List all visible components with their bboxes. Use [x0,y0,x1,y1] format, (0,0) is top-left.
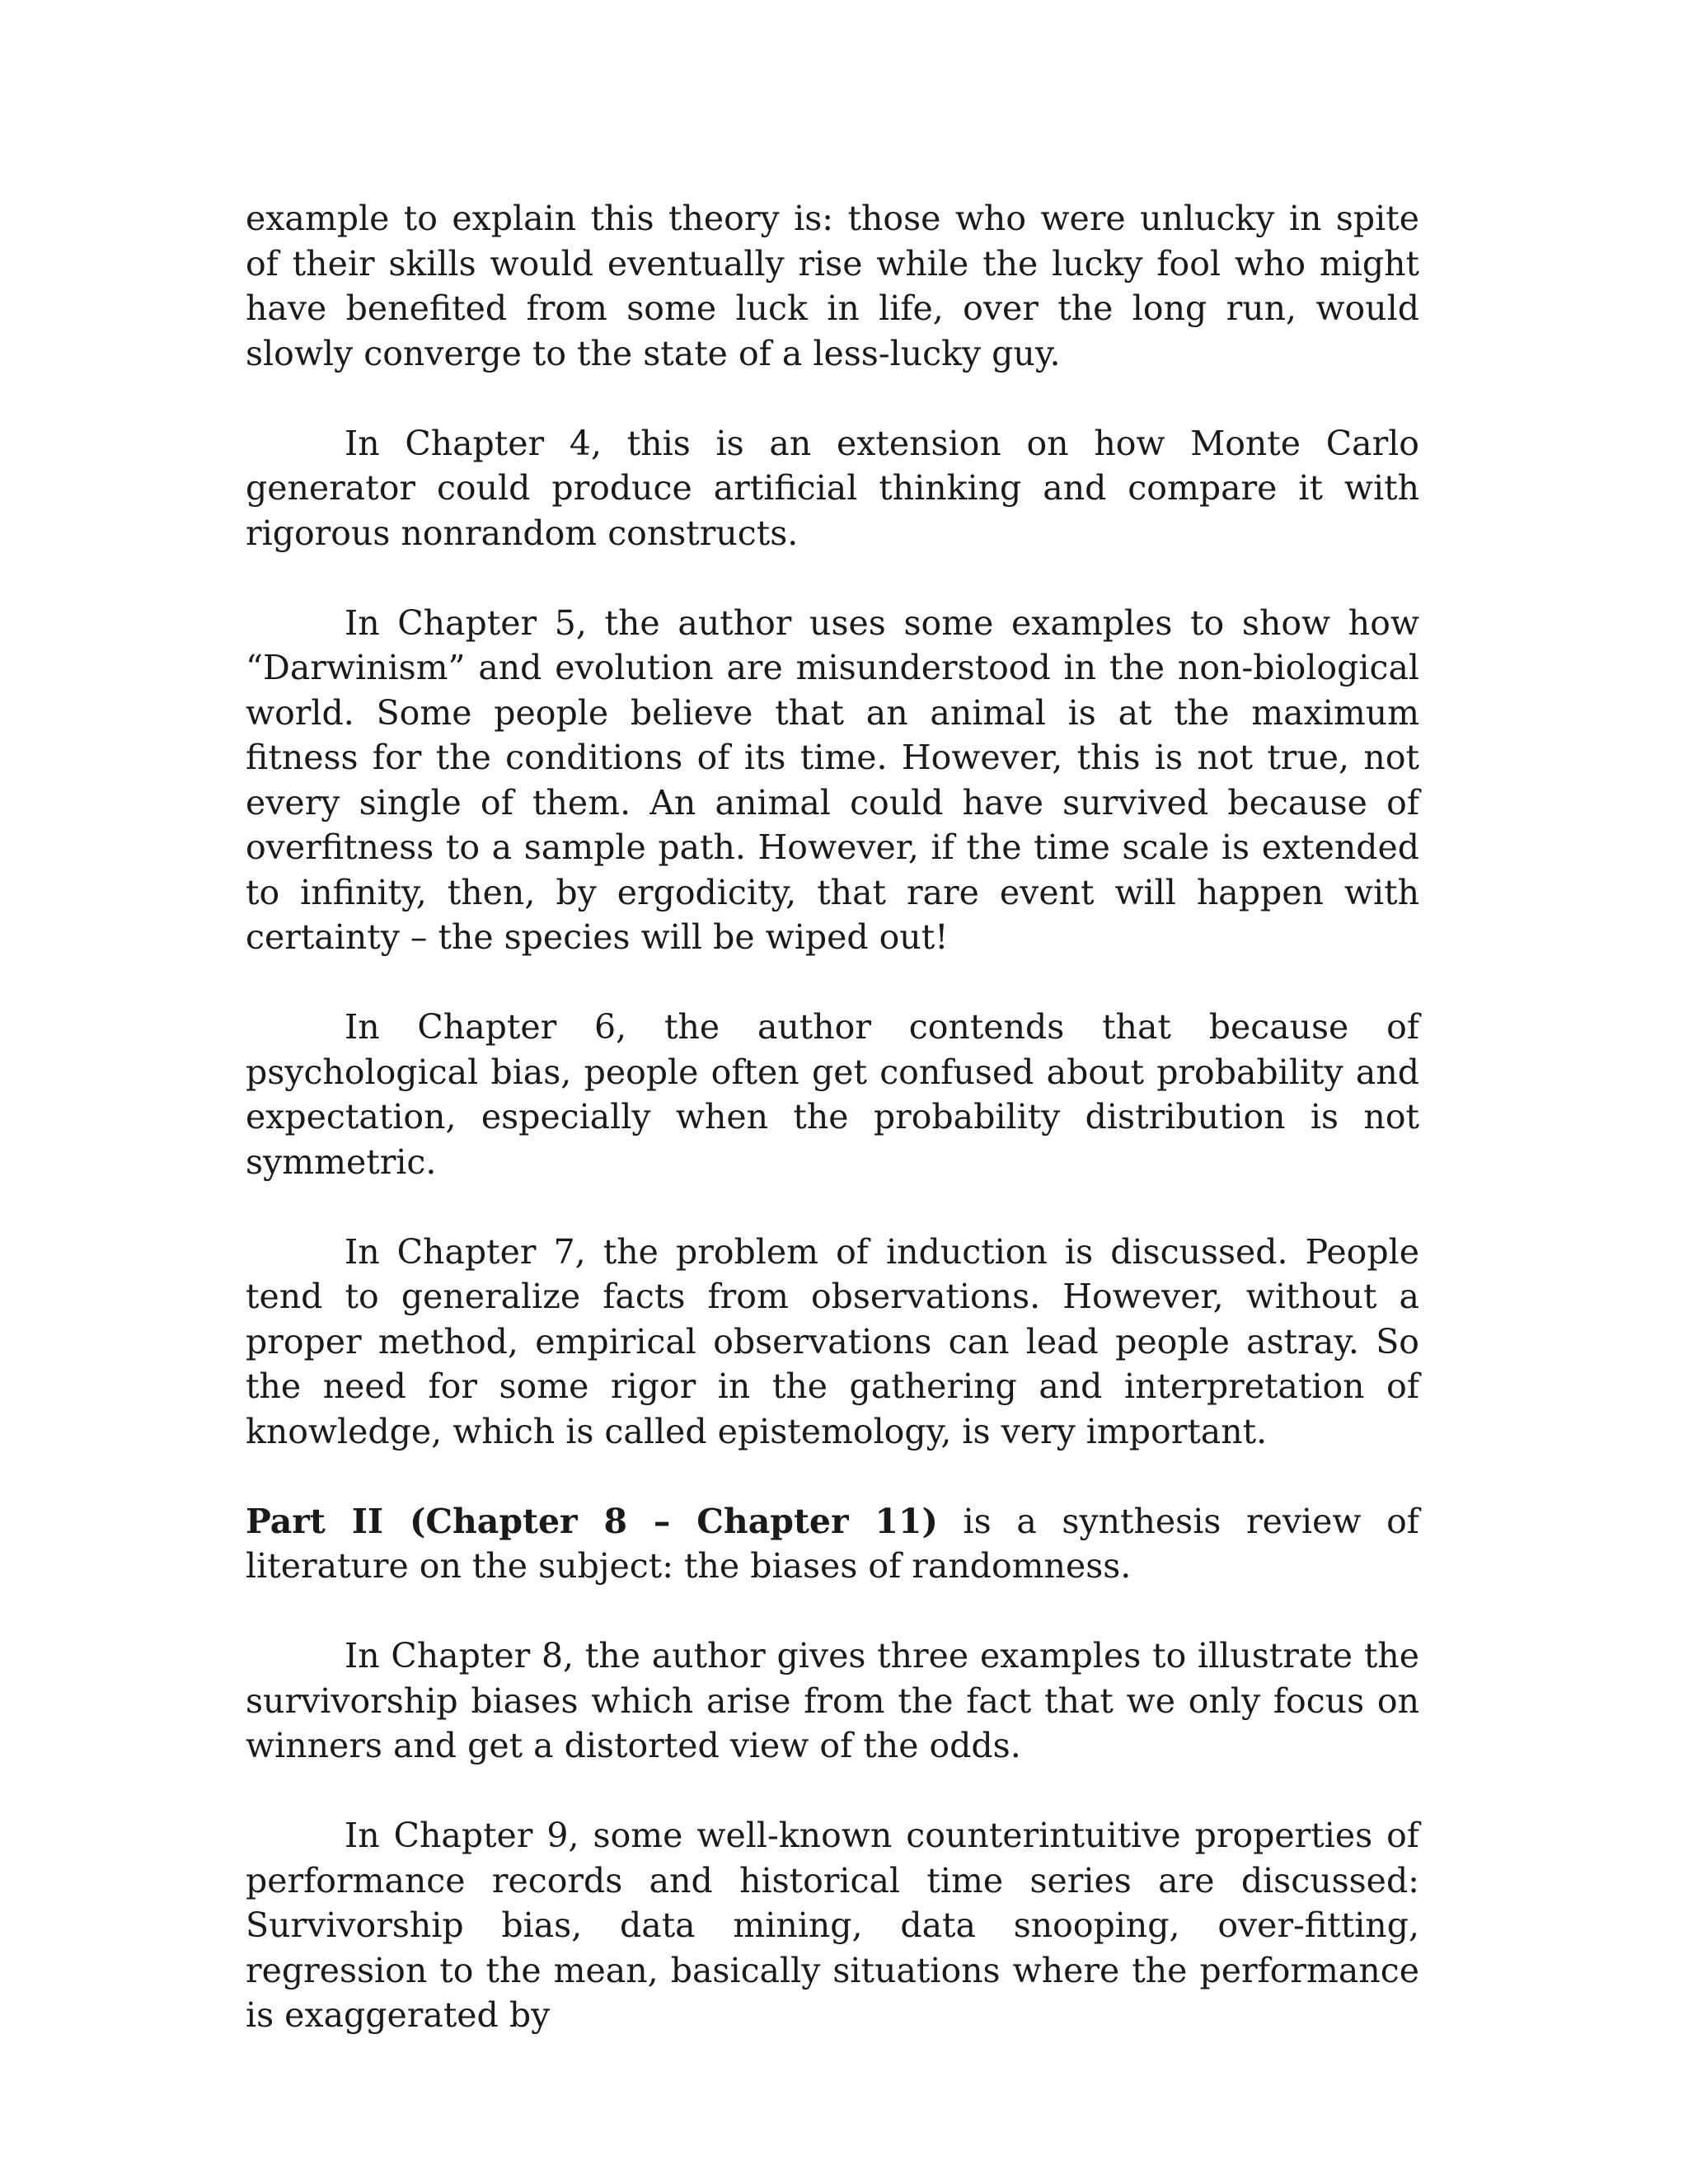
paragraph-chapter-8: In Chapter 8, the author gives three examples to illustrate the survivorship biases which arise from the fact that we only focus on winners and get a distorted view of the odds. [246,1636,1419,1765]
paragraph-chapter-4: In Chapter 4, this is an extension on how Monte Carlo generator could produce artificial thinking and compare it with rigorous nonrandom constructs. [246,423,1419,553]
paragraph-lucky-fool: example to explain this theory is: those who were unlucky in spite of their skills would eventually rise while the lucky fool who might have benefited from some luck in life, over the long run, would slowly converge to the state of a less-lucky guy. [246,199,1419,373]
paragraph-chapter-9: In Chapter 9, some well-known counterintuitive properties of performance records and historical time series are discussed: Survivorship bias, data mining, data snooping, over-fitting, regression to the mean, basically situations where the performance is exaggerated by [246,1816,1419,2035]
part-ii-description: is a synthesis review of literature on the subject: the biases of randomness. [246,1501,1419,1586]
paragraph-chapter-7: In Chapter 7, the problem of induction is discussed. People tend to generalize facts from observations. However, without a proper method, empirical observations can lead people astray. So the need for some rigor in the gathering and interpretation of knowledge, which is called epistemology, is very important. [246,1231,1419,1451]
paragraph-chapter-6: In Chapter 6, the author contends that because of psychological bias, people often get confused about probability and expectation, especially when the probability distribution is not symmetric. [246,1007,1419,1182]
paragraph-part-ii [246,1499,1419,1589]
paragraph-chapter-5: In Chapter 5, the author uses some examples to show how “Darwinism” and evolution are misunderstood in the non-biological world. Some people believe that an animal is at the maximum fitness for the conditions of its time. However, this is not true, not every single of them. An animal could have survived because of overfitness to a sample path. However, if the time scale is extended to infinity, then, by ergodicity, that rare event will happen with certainty – the species will be wiped out! [246,602,1419,957]
body-text [246,196,1419,2038]
part-ii-heading: Part II (Chapter 8 – Chapter 11) [246,1501,938,1541]
